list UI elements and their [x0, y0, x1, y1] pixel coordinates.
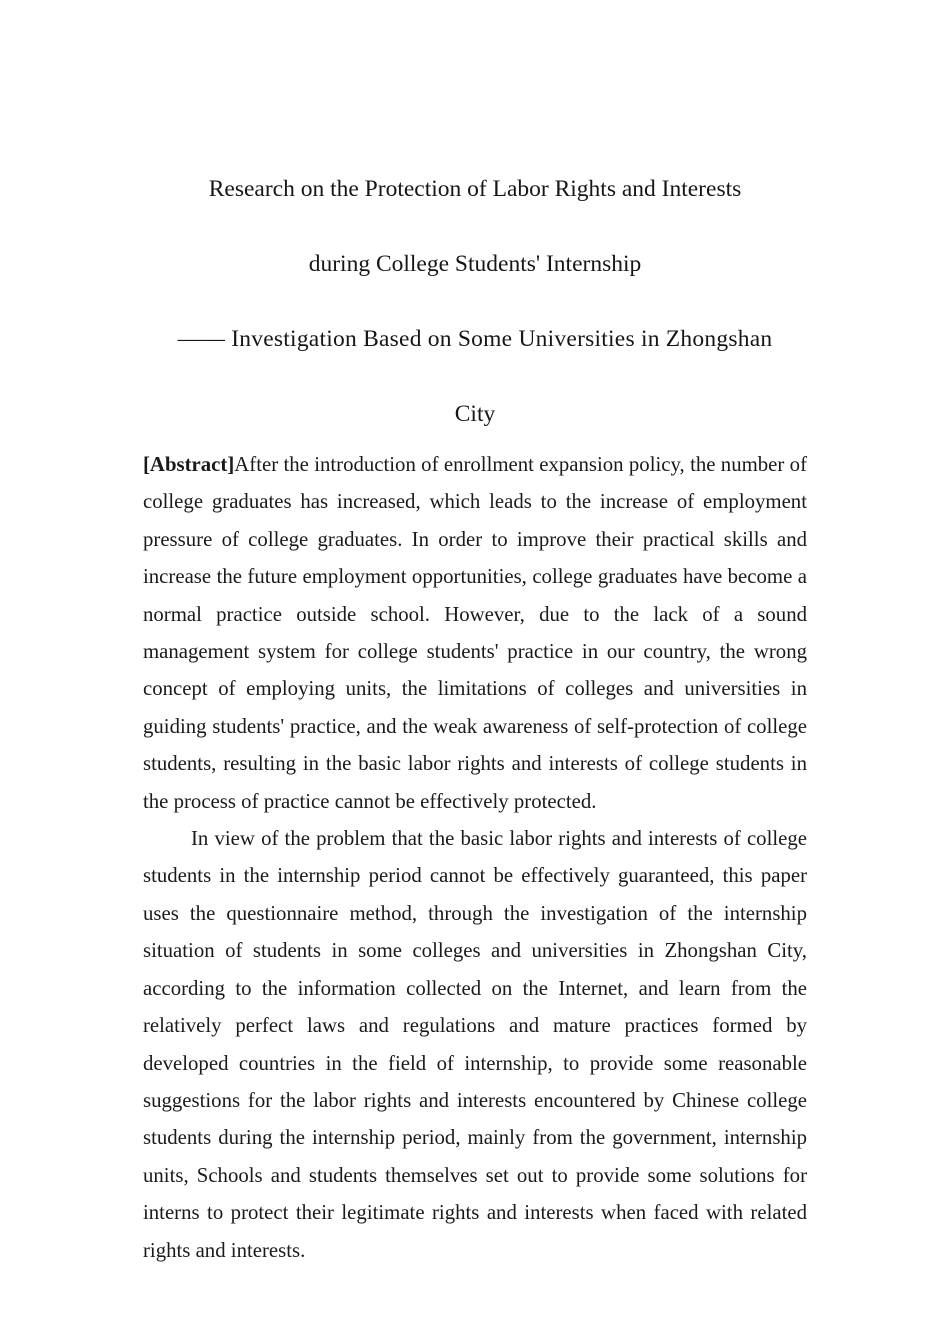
abstract-paragraph-1-text: After the introduction of enrollment expansion policy, the number of college graduates has increased, which leads to the increase of employment pressure of college graduates. In order to improve their practical skills and increase the future employment opportunities, college graduates have become a normal practice outside school. However, due to the lack of a sound management system for college students' practice in our country, the wrong concept of employing units, the limitations of colleges and universities in guiding students' practice, and the weak awareness of self-protection of college students, resulting in the basic labor rights and interests of college students in the process of practice cannot be effectively protected.: [143, 453, 807, 813]
abstract-paragraph-2: In view of the problem that the basic labor rights and interests of college students in the internship period cannot be effectively guaranteed, this paper uses the questionnaire method, through the investigation of the internship situation of students in some colleges and universities in Zhongshan City, according to the information collected on the Internet, and learn from the relatively perfect laws and regulations and mature practices formed by developed countries in the field of internship, to provide some reasonable suggestions for the labor rights and interests encountered by Chinese college students during the internship period, mainly from the government, internship units, Schools and students themselves set out to provide some solutions for interns to protect their legitimate rights and interests when faced with related rights and interests.: [143, 827, 807, 1262]
title-line-4: City: [454, 401, 496, 427]
abstract-label: [Abstract]: [143, 453, 235, 476]
title-subtitle-line: —— Investigation Based on Some Universities in Zhongshan: [177, 326, 773, 352]
title-line-2: during College Students' Internship: [308, 251, 642, 277]
title-line-1: Research on the Protection of Labor Rights and Interests: [208, 176, 742, 202]
paper-title: [143, 152, 807, 452]
abstract-section: [143, 446, 807, 1269]
abstract-paragraph-1: [143, 446, 807, 820]
